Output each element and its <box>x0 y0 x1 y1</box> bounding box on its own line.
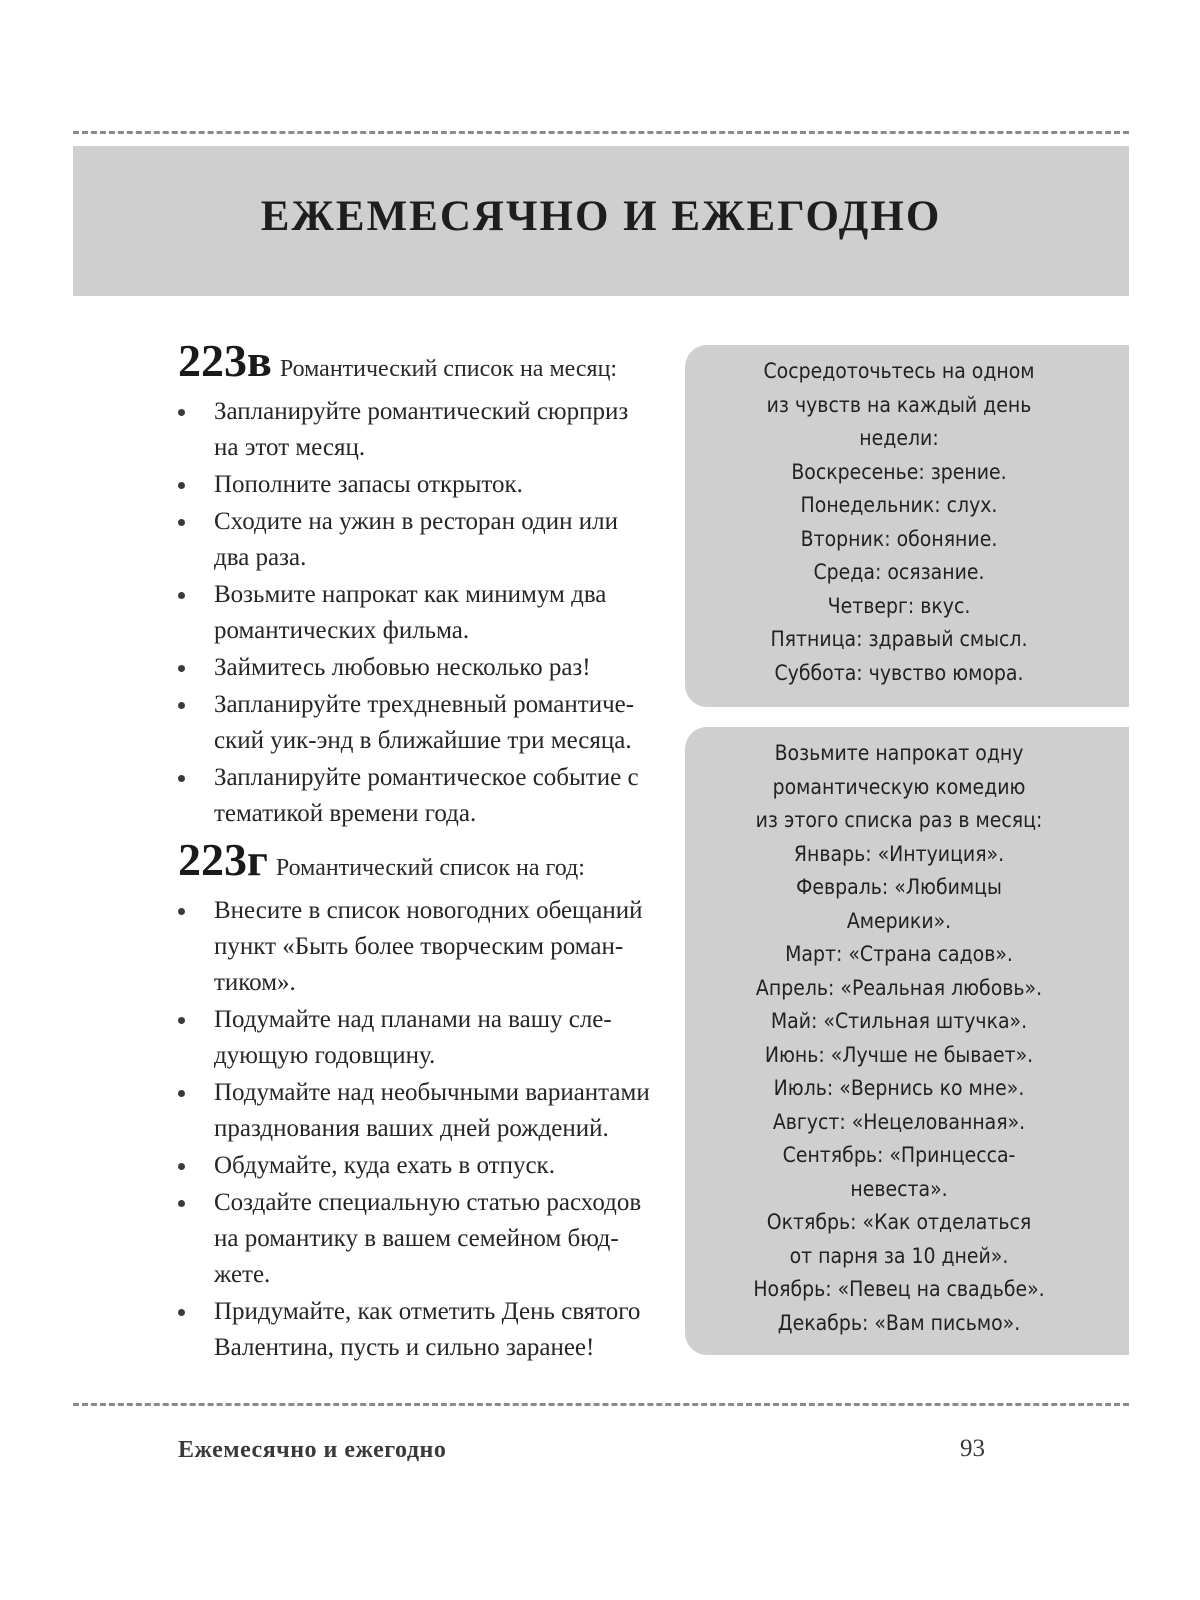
sidebar-line: Июнь: «Лучше не бывает». <box>764 1042 1034 1067</box>
bullet-icon <box>178 1090 185 1097</box>
list-item <box>178 504 653 576</box>
bullet-icon <box>178 775 185 782</box>
list-item-text: Запланируйте трехдневный романтический уик-энд в ближайшие три месяца. <box>214 691 635 754</box>
sidebar-line: Вторник: обоняние. <box>800 526 998 551</box>
list-item-text: Придумайте, как отметить День святого Валентина, пусть и сильно заранее! <box>214 1298 641 1361</box>
sidebar-line: Ноябрь: «Певец на свадьбе». <box>753 1277 1045 1301</box>
list-item <box>178 1185 653 1293</box>
list-item-text: Внесите в список новогодних обещаний пункт «Быть более творческим романтиком». <box>214 897 643 996</box>
list-item-text: Обдумайте, куда ехать в отпуск. <box>214 1152 555 1179</box>
sidebar-line: от парня за 10 дней». <box>789 1243 1009 1268</box>
sidebar-line: Сентябрь: «Принцесса- <box>782 1143 1016 1167</box>
sidebar-line: Четверг: вкус. <box>827 593 971 618</box>
section-number: 223в <box>178 335 272 386</box>
sidebar-line: из чувств на каждый день <box>766 392 1032 417</box>
sidebar-line: Сосредоточьтесь на одном <box>763 359 1035 383</box>
sidebar-line: романтическую комедию <box>772 774 1026 799</box>
main-column <box>178 335 653 1372</box>
section-title: Романтический список на год: <box>275 855 585 881</box>
list-item-text: Займитесь любовью несколько раз! <box>214 654 591 681</box>
bullet-icon <box>178 665 185 672</box>
sidebar-line: Среда: осязание. <box>813 560 985 584</box>
list-item <box>178 577 653 649</box>
sidebar-box-movies <box>685 727 1129 1355</box>
list-item <box>178 650 653 686</box>
bullet-icon <box>178 1017 185 1024</box>
sidebar-line: Суббота: чувство юмора. <box>774 660 1024 685</box>
bullet-icon <box>178 519 185 526</box>
section-heading <box>178 834 653 893</box>
section-heading <box>178 335 653 394</box>
list-item-text: Запланируйте романтическое событие с тематикой времени года. <box>214 764 639 827</box>
sidebar-line: Апрель: «Реальная любовь». <box>755 975 1043 1000</box>
sidebar-line: Пятница: здравый смысл. <box>770 627 1028 651</box>
list-item-text: Подумайте над необычными вариантами празднования ваших дней рождений. <box>214 1079 650 1142</box>
sidebar-line: из этого списка раз в месяц: <box>755 808 1043 832</box>
section-title: Романтический список на месяц: <box>279 356 618 382</box>
bullet-icon <box>178 592 185 599</box>
bullet-icon <box>178 1163 185 1170</box>
sidebar-line: Америки». <box>846 908 952 933</box>
sidebar-line: Возьмите напрокат одну <box>774 741 1024 765</box>
list-item <box>178 1002 653 1074</box>
list-item <box>178 760 653 832</box>
list-item <box>178 893 653 1001</box>
sidebar-line: Март: «Страна садов». <box>785 942 1013 966</box>
yearly-list <box>178 893 653 1366</box>
sidebar-line: Октябрь: «Как отделаться <box>766 1210 1032 1234</box>
list-item-text: Создайте специальную статью расходов на романтику в вашем семейном бюджете. <box>214 1189 642 1288</box>
sidebar-line: Май: «Стильная штучка». <box>770 1009 1028 1033</box>
list-item-text: Запланируйте романтический сюрприз на этот месяц. <box>214 398 629 461</box>
bullet-icon <box>178 482 185 489</box>
page-number: 93 <box>960 1435 985 1462</box>
bullet-icon <box>178 908 185 915</box>
bottom-dashed-rule <box>73 1403 1129 1406</box>
chapter-header-band <box>73 146 1129 296</box>
top-dashed-rule <box>73 131 1129 134</box>
chapter-title: ЕЖЕМЕСЯЧНО И ЕЖЕГОДНО <box>260 193 942 240</box>
list-item <box>178 687 653 759</box>
sidebar-box-senses <box>685 345 1129 707</box>
sidebar-line: Февраль: «Любимцы <box>796 875 1002 899</box>
sidebar-line: Воскресенье: зрение. <box>791 459 1007 484</box>
sidebar-line: невеста». <box>850 1176 948 1201</box>
section-yearly <box>178 834 653 1366</box>
section-monthly <box>178 335 653 832</box>
sidebar-line: Январь: «Интуиция». <box>793 841 1005 866</box>
section-number: 223г <box>178 834 268 885</box>
list-item <box>178 1294 653 1366</box>
list-item-text: Подумайте над планами на вашу следующую годовщину. <box>214 1006 612 1069</box>
bullet-icon <box>178 702 185 709</box>
sidebar-line: Декабрь: «Вам письмо». <box>777 1310 1021 1335</box>
list-item <box>178 394 653 466</box>
list-item <box>178 467 653 503</box>
sidebar-line: Понедельник: слух. <box>800 493 998 517</box>
list-item <box>178 1148 653 1184</box>
sidebar-line: Август: «Нецелованная». <box>772 1109 1026 1134</box>
list-item-text: Возьмите напрокат как минимум два романтических фильма. <box>214 581 607 644</box>
list-item-text: Сходите на ужин в ресторан один или два раза. <box>214 508 618 571</box>
sidebar-line: недели: <box>859 426 939 450</box>
monthly-list <box>178 394 653 832</box>
list-item <box>178 1075 653 1147</box>
bullet-icon <box>178 409 185 416</box>
bullet-icon <box>178 1200 185 1207</box>
bullet-icon <box>178 1309 185 1316</box>
list-item-text: Пополните запасы открыток. <box>214 471 523 498</box>
sidebar-line: Июль: «Вернись ко мне». <box>773 1076 1025 1100</box>
running-footer-title: Ежемесячно и ежегодно <box>178 1437 447 1463</box>
